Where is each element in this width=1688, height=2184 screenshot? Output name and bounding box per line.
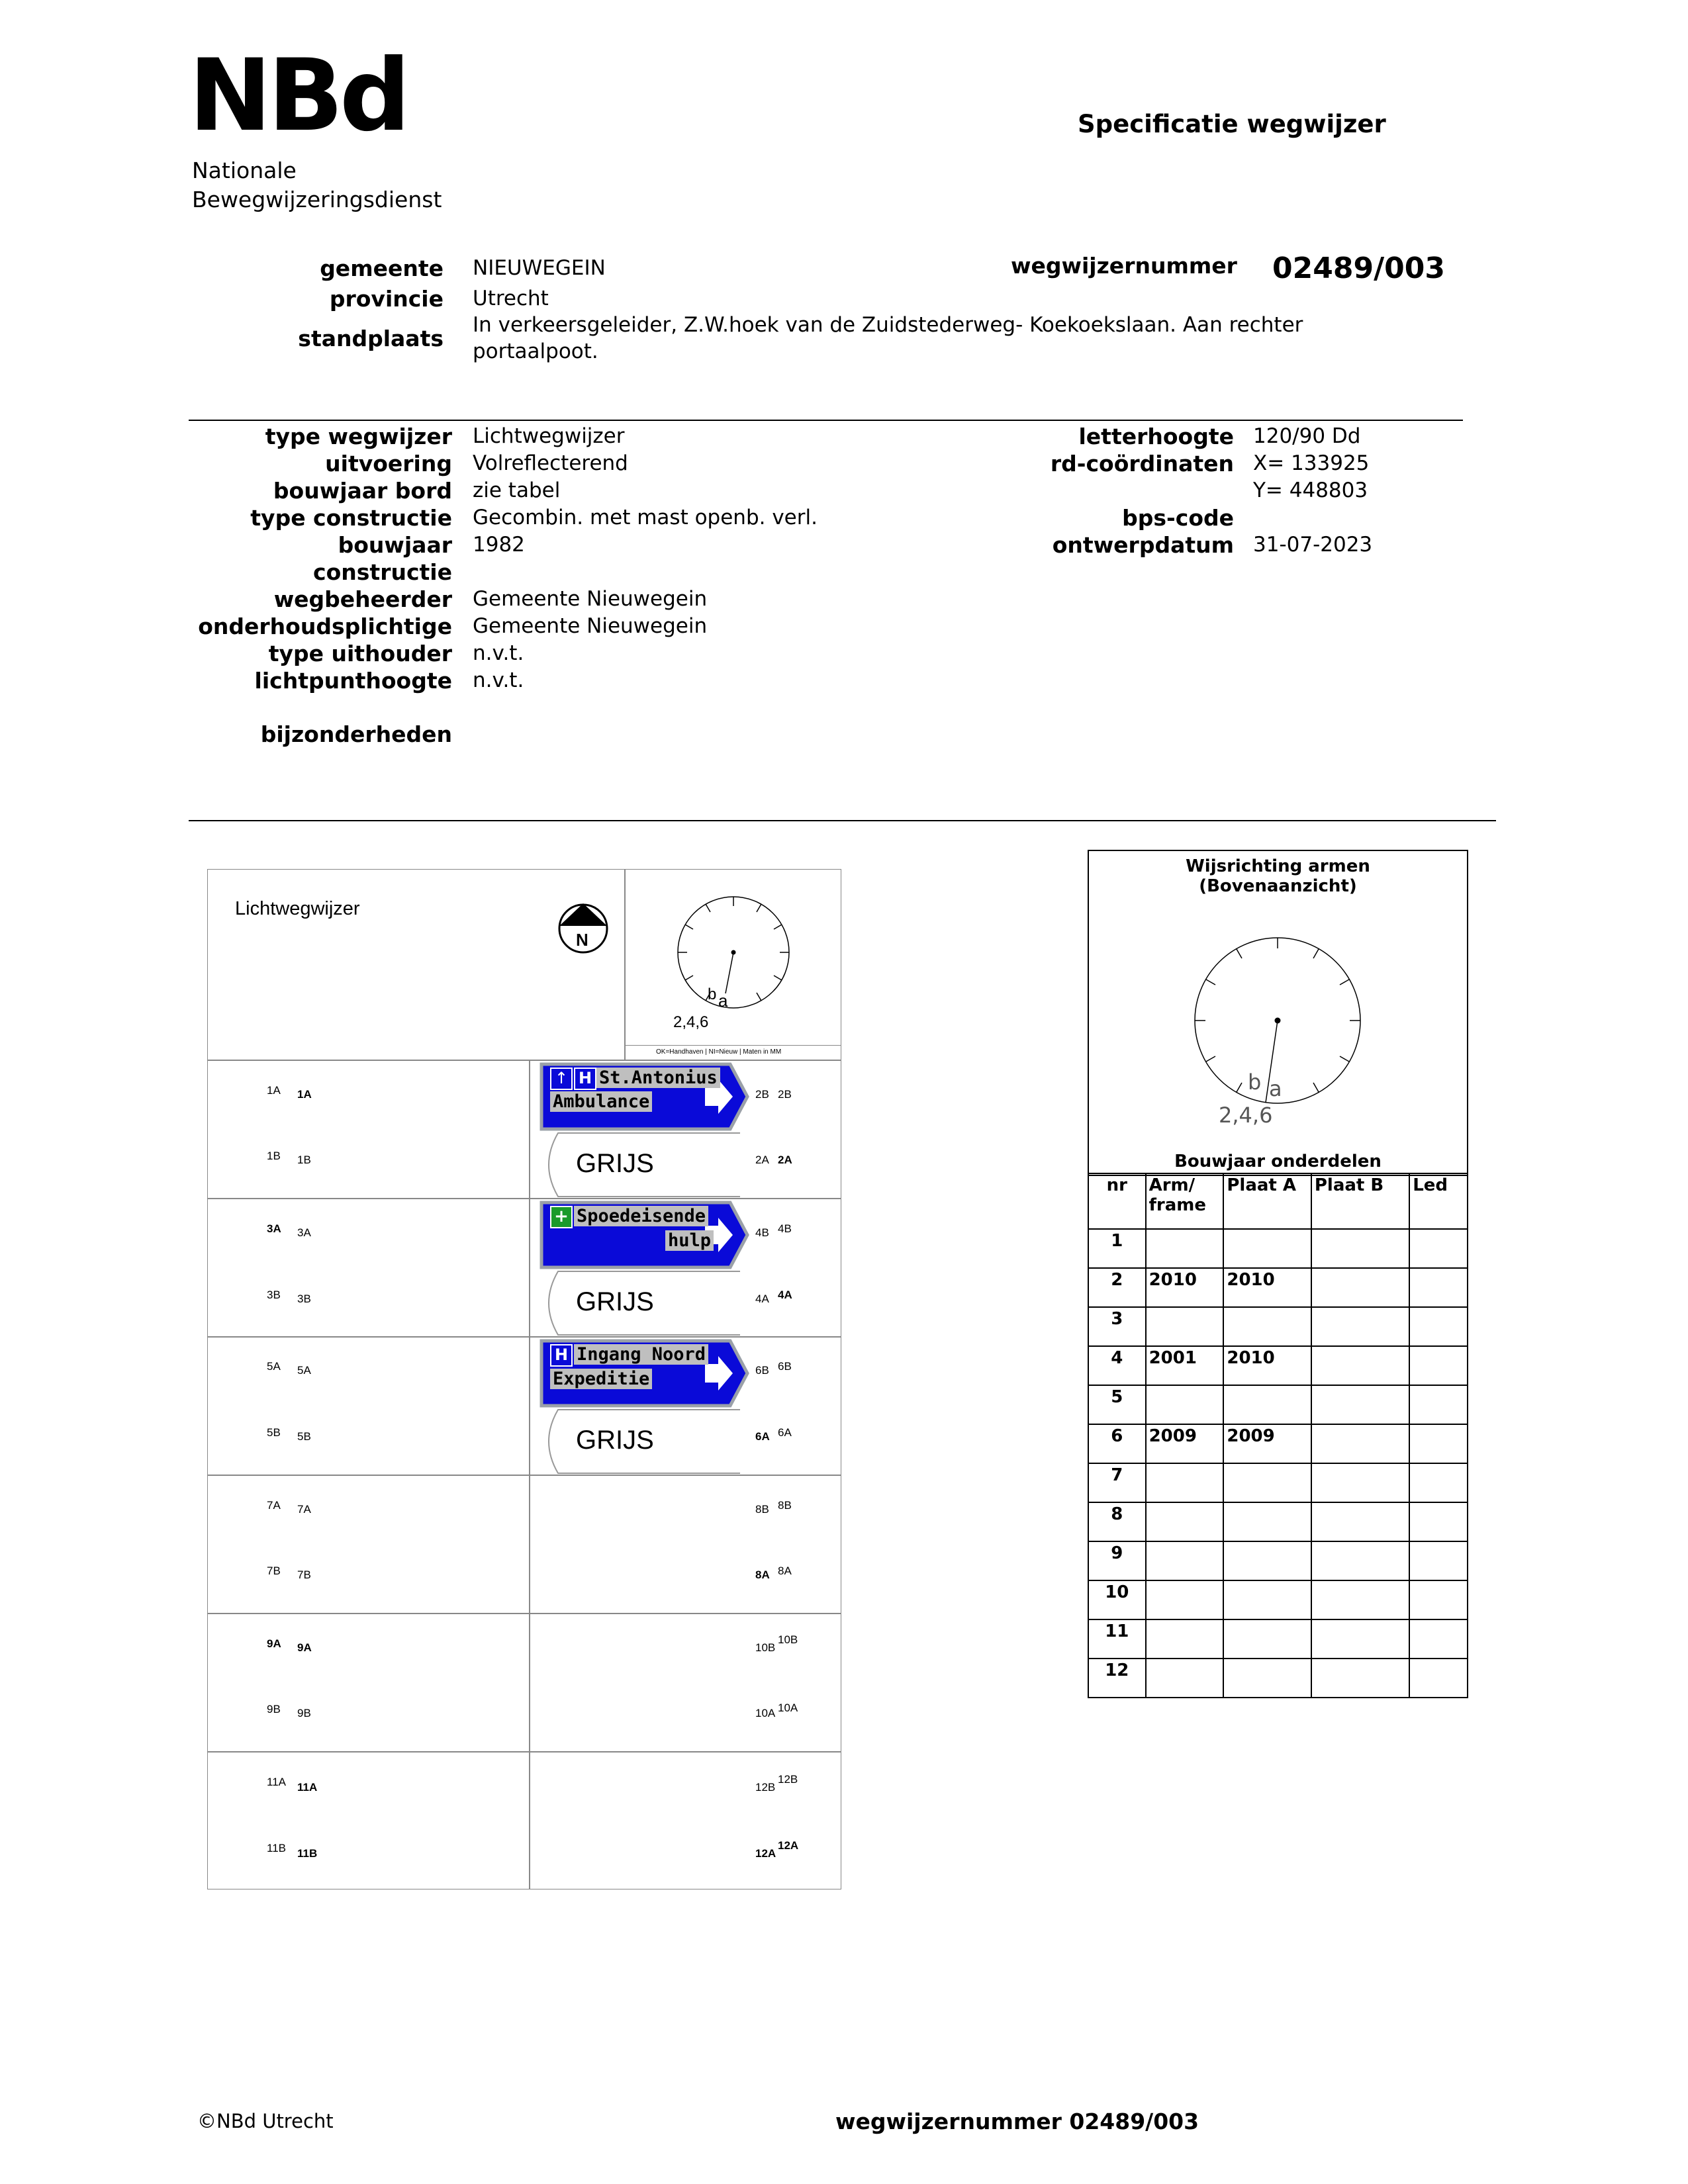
letterhoogte-value: 120/90 Dd <box>1253 424 1361 448</box>
type-uithouder-label: type uithouder <box>268 641 452 666</box>
row-cell <box>207 1475 530 1614</box>
lichtpunthoogte-label: lichtpunthoogte <box>254 668 452 694</box>
uitvoering-label: uitvoering <box>325 451 452 477</box>
row-label: 3B <box>267 1289 281 1301</box>
sign-3-line-1: Ingang Noord <box>574 1344 708 1365</box>
row-label: 10B <box>755 1641 776 1654</box>
row-label: 11A <box>297 1781 318 1794</box>
col-arm-1: Arm/ <box>1149 1175 1196 1195</box>
table-cell <box>1409 1346 1468 1385</box>
row-cell <box>207 1060 530 1199</box>
wegbeheerder-label: wegbeheerder <box>273 586 452 612</box>
row-label: 8A <box>778 1565 792 1577</box>
document-title: Specificatie wegwijzer <box>1078 110 1386 138</box>
table-cell <box>1311 1463 1409 1502</box>
table-cell <box>1409 1541 1468 1580</box>
wegbeheerder-value: Gemeente Nieuwegein <box>473 587 708 611</box>
table-cell: 2010 <box>1146 1268 1224 1307</box>
row-label: 12A <box>755 1847 776 1860</box>
table-cell <box>1409 1385 1468 1424</box>
row-label: 11B <box>297 1847 318 1860</box>
table-cell <box>1409 1463 1468 1502</box>
table-cell <box>1146 1385 1224 1424</box>
table-cell <box>1409 1268 1468 1307</box>
col-led: Led <box>1409 1173 1468 1229</box>
table-cell: 4 <box>1088 1346 1146 1385</box>
table-cell: 2009 <box>1223 1424 1311 1463</box>
wegwijzernummer-label: wegwijzernummer <box>1011 253 1237 279</box>
row-label: 1B <box>267 1150 281 1162</box>
type-wegwijzer-value: Lichtwegwijzer <box>473 424 625 448</box>
row-label: 4A <box>755 1293 769 1305</box>
table-cell <box>1311 1385 1409 1424</box>
panel-title-2: (Bovenaanzicht) <box>1199 876 1357 896</box>
row-label: 7B <box>267 1565 281 1577</box>
bouwjaar-title: Bouwjaar onderdelen <box>1174 1152 1382 1171</box>
first-aid-icon: + <box>550 1206 573 1228</box>
table-row <box>1088 1619 1468 1659</box>
row-label: 1A <box>297 1088 312 1101</box>
grey-sign-label: GRIJS <box>576 1287 654 1316</box>
letterhoogte-label: letterhoogte <box>1078 424 1234 449</box>
compass-label-a: a <box>1269 1076 1282 1101</box>
table-cell <box>1311 1619 1409 1659</box>
drawing-legend: OK=Handhaven | NI=Nieuw | Maten in MM <box>656 1048 782 1056</box>
table-cell: 2 <box>1088 1268 1146 1307</box>
row-label: 12B <box>778 1773 798 1786</box>
small-compass-b: b <box>708 985 717 1003</box>
row-label: 9B <box>267 1703 281 1715</box>
row-label: 4B <box>778 1222 792 1235</box>
table-cell <box>1311 1424 1409 1463</box>
bouwjaar-constructie-label-2: constructie <box>313 559 452 585</box>
table-cell: 12 <box>1088 1659 1146 1698</box>
row-label: 5B <box>297 1430 311 1443</box>
drawing-title: Lichtwegwijzer <box>235 898 360 919</box>
row-cell <box>529 1475 841 1614</box>
row-label: 5A <box>297 1364 311 1377</box>
bouwjaar-rows <box>1088 1229 1468 1698</box>
table-cell <box>1311 1229 1409 1268</box>
direction-panel <box>1088 850 1468 1176</box>
table-row <box>1088 1502 1468 1541</box>
bouwjaar-constructie-label-1: bouwjaar <box>338 532 452 558</box>
ontwerpdatum-label: ontwerpdatum <box>1052 532 1234 558</box>
table-cell <box>1223 1463 1311 1502</box>
table-row <box>1088 1385 1468 1424</box>
table-row <box>1088 1229 1468 1268</box>
row-label: 6A <box>755 1430 770 1443</box>
table-cell <box>1409 1229 1468 1268</box>
table-cell <box>1146 1307 1224 1346</box>
table-cell <box>1223 1541 1311 1580</box>
bijzonderheden-label: bijzonderheden <box>260 721 452 747</box>
row-label: 4A <box>778 1289 792 1301</box>
bouwjaar-bord-value: zie tabel <box>473 478 561 502</box>
table-cell: 10 <box>1088 1580 1146 1619</box>
row-label: 8A <box>755 1569 770 1581</box>
panel-title-1: Wijsrichting armen <box>1186 856 1370 876</box>
footer-copyright: ©NBd Utrecht <box>197 2110 334 2132</box>
table-cell <box>1311 1346 1409 1385</box>
row-label: 11A <box>267 1776 286 1788</box>
table-cell: 2009 <box>1146 1424 1224 1463</box>
col-plaat-a: Plaat A <box>1223 1173 1311 1229</box>
table-cell <box>1311 1541 1409 1580</box>
sign-drawing <box>207 869 841 1889</box>
row-label: 7B <box>297 1569 311 1581</box>
onderhoudsplichtige-label: onderhoudsplichtige <box>198 614 452 639</box>
legend-line <box>624 1045 841 1046</box>
sign-1-line-1: St.Antonius <box>596 1068 720 1088</box>
divider-top <box>189 420 1463 421</box>
table-cell <box>1146 1463 1224 1502</box>
row-cell <box>207 1751 530 1889</box>
grey-sign-label: GRIJS <box>576 1149 654 1178</box>
table-cell <box>1146 1229 1224 1268</box>
gemeente-value: NIEUWEGEIN <box>473 256 606 280</box>
row-label: 6B <box>755 1364 769 1377</box>
table-row <box>1088 1346 1468 1385</box>
type-constructie-label: type constructie <box>250 505 452 531</box>
row-label: 1A <box>267 1084 281 1097</box>
row-label: 6A <box>778 1426 792 1439</box>
table-cell <box>1223 1619 1311 1659</box>
bouwjaar-bord-label: bouwjaar bord <box>273 478 452 504</box>
row-label: 5B <box>267 1426 281 1439</box>
small-compass-a: a <box>718 991 728 1011</box>
row-cell <box>207 1613 530 1752</box>
rd-label: rd-coördinaten <box>1050 451 1234 477</box>
row-cell <box>207 1198 530 1338</box>
lichtpunthoogte-value: n.v.t. <box>473 668 524 692</box>
table-cell <box>1409 1307 1468 1346</box>
row-cell <box>529 1751 841 1889</box>
table-cell <box>1223 1307 1311 1346</box>
table-cell <box>1223 1502 1311 1541</box>
compass-label-b: b <box>1248 1069 1262 1095</box>
table-cell <box>1409 1580 1468 1619</box>
row-label: 2A <box>755 1154 769 1166</box>
table-cell <box>1146 1541 1224 1580</box>
table-cell: 2001 <box>1146 1346 1224 1385</box>
sign-2-line-1: Spoedeisende <box>574 1206 708 1226</box>
row-label: 2A <box>778 1154 792 1166</box>
table-cell <box>1409 1502 1468 1541</box>
row-label: 10A <box>778 1702 798 1714</box>
table-cell: 11 <box>1088 1619 1146 1659</box>
table-cell: 7 <box>1088 1463 1146 1502</box>
nbd-logo: NBd <box>189 38 407 154</box>
table-cell <box>1223 1385 1311 1424</box>
bps-label: bps-code <box>1122 505 1234 531</box>
row-label: 8B <box>778 1499 792 1512</box>
row-label: 3A <box>267 1222 281 1235</box>
table-cell <box>1223 1580 1311 1619</box>
table-cell <box>1146 1619 1224 1659</box>
row-label: 6B <box>778 1360 792 1373</box>
row-label: 12A <box>778 1839 799 1852</box>
sign-3-line-2: Expeditie <box>550 1369 652 1389</box>
table-cell <box>1311 1268 1409 1307</box>
grey-sign-label: GRIJS <box>576 1426 654 1455</box>
bouwjaar-constructie-value: 1982 <box>473 533 525 557</box>
north-label: N <box>576 930 588 950</box>
gemeente-label: gemeente <box>320 255 444 281</box>
type-constructie-value: Gecombin. met mast openb. verl. <box>473 506 818 529</box>
table-cell <box>1146 1502 1224 1541</box>
sign-3-badge-h: H <box>550 1344 573 1367</box>
row-label: 2B <box>755 1088 769 1101</box>
rd-x-value: X= 133925 <box>1253 451 1370 475</box>
col-arm-2: frame <box>1149 1195 1206 1215</box>
table-cell: 6 <box>1088 1424 1146 1463</box>
logo-line-1: Nationale <box>192 158 297 183</box>
compass-num: 2,4,6 <box>1219 1103 1273 1128</box>
row-label: 9A <box>267 1637 281 1650</box>
wegwijzernummer-value: 02489/003 <box>1272 251 1445 285</box>
standplaats-label: standplaats <box>298 326 444 351</box>
col-arm <box>1146 1173 1224 1229</box>
table-row <box>1088 1424 1468 1463</box>
table-cell <box>1146 1659 1224 1698</box>
ontwerpdatum-value: 31-07-2023 <box>1253 533 1373 557</box>
table-cell: 5 <box>1088 1385 1146 1424</box>
row-label: 11B <box>267 1842 286 1854</box>
sign-1-badge-up: ↑ <box>550 1068 573 1090</box>
row-label: 7A <box>297 1503 311 1516</box>
table-cell <box>1146 1580 1224 1619</box>
standplaats-value-2: portaalpoot. <box>473 340 598 363</box>
table-cell <box>1409 1619 1468 1659</box>
uitvoering-value: Volreflecterend <box>473 451 628 475</box>
col-plaat-b: Plaat B <box>1311 1173 1409 1229</box>
provincie-label: provincie <box>329 286 444 312</box>
standplaats-value-1: In verkeersgeleider, Z.W.hoek van de Zuidstederweg- Koekoekslaan. Aan rechter <box>473 313 1303 337</box>
table-row <box>1088 1307 1468 1346</box>
table-cell <box>1311 1502 1409 1541</box>
table-cell: 9 <box>1088 1541 1146 1580</box>
table-row <box>1088 1541 1468 1580</box>
type-uithouder-value: n.v.t. <box>473 641 524 665</box>
table-row <box>1088 1580 1468 1619</box>
sign-2-line-2: hulp <box>665 1230 714 1251</box>
rd-y-value: Y= 448803 <box>1253 478 1368 502</box>
small-compass <box>671 894 796 1020</box>
row-label: 9A <box>297 1641 312 1654</box>
table-row <box>1088 1268 1468 1307</box>
row-label: 7A <box>267 1499 281 1512</box>
sign-1-badge-h: H <box>574 1068 596 1090</box>
row-label: 8B <box>755 1503 769 1516</box>
logo-line-2: Bewegwijzeringsdienst <box>192 187 442 212</box>
small-compass-num: 2,4,6 <box>673 1013 709 1031</box>
table-cell <box>1409 1424 1468 1463</box>
table-cell: 1 <box>1088 1229 1146 1268</box>
table-cell: 2010 <box>1223 1268 1311 1307</box>
type-wegwijzer-label: type wegwijzer <box>265 424 452 449</box>
sign-1-line-2: Ambulance <box>550 1091 652 1112</box>
row-label: 1B <box>297 1154 311 1166</box>
table-row <box>1088 1659 1468 1698</box>
row-cell <box>207 1336 530 1476</box>
table-cell <box>1311 1307 1409 1346</box>
row-label: 10A <box>755 1707 776 1719</box>
row-label: 2B <box>778 1088 792 1101</box>
row-label: 9B <box>297 1707 311 1719</box>
onderhoudsplichtige-value: Gemeente Nieuwegein <box>473 614 708 638</box>
divider-bottom <box>189 820 1496 821</box>
row-label: 3B <box>297 1293 311 1305</box>
row-label: 3A <box>297 1226 311 1239</box>
provincie-value: Utrecht <box>473 287 549 310</box>
table-row <box>1088 1463 1468 1502</box>
table-cell <box>1311 1659 1409 1698</box>
footer-wegwijzernummer: wegwijzernummer 02489/003 <box>835 2109 1199 2134</box>
table-cell <box>1311 1580 1409 1619</box>
table-cell <box>1223 1229 1311 1268</box>
table-cell <box>1223 1659 1311 1698</box>
row-label: 4B <box>755 1226 769 1239</box>
row-label: 5A <box>267 1360 281 1373</box>
row-label: 12B <box>755 1781 776 1794</box>
table-cell <box>1409 1659 1468 1698</box>
row-label: 10B <box>778 1633 798 1646</box>
table-cell: 8 <box>1088 1502 1146 1541</box>
bouwjaar-table <box>1088 1173 1468 1698</box>
table-cell: 3 <box>1088 1307 1146 1346</box>
col-nr: nr <box>1088 1173 1146 1229</box>
table-cell: 2010 <box>1223 1346 1311 1385</box>
